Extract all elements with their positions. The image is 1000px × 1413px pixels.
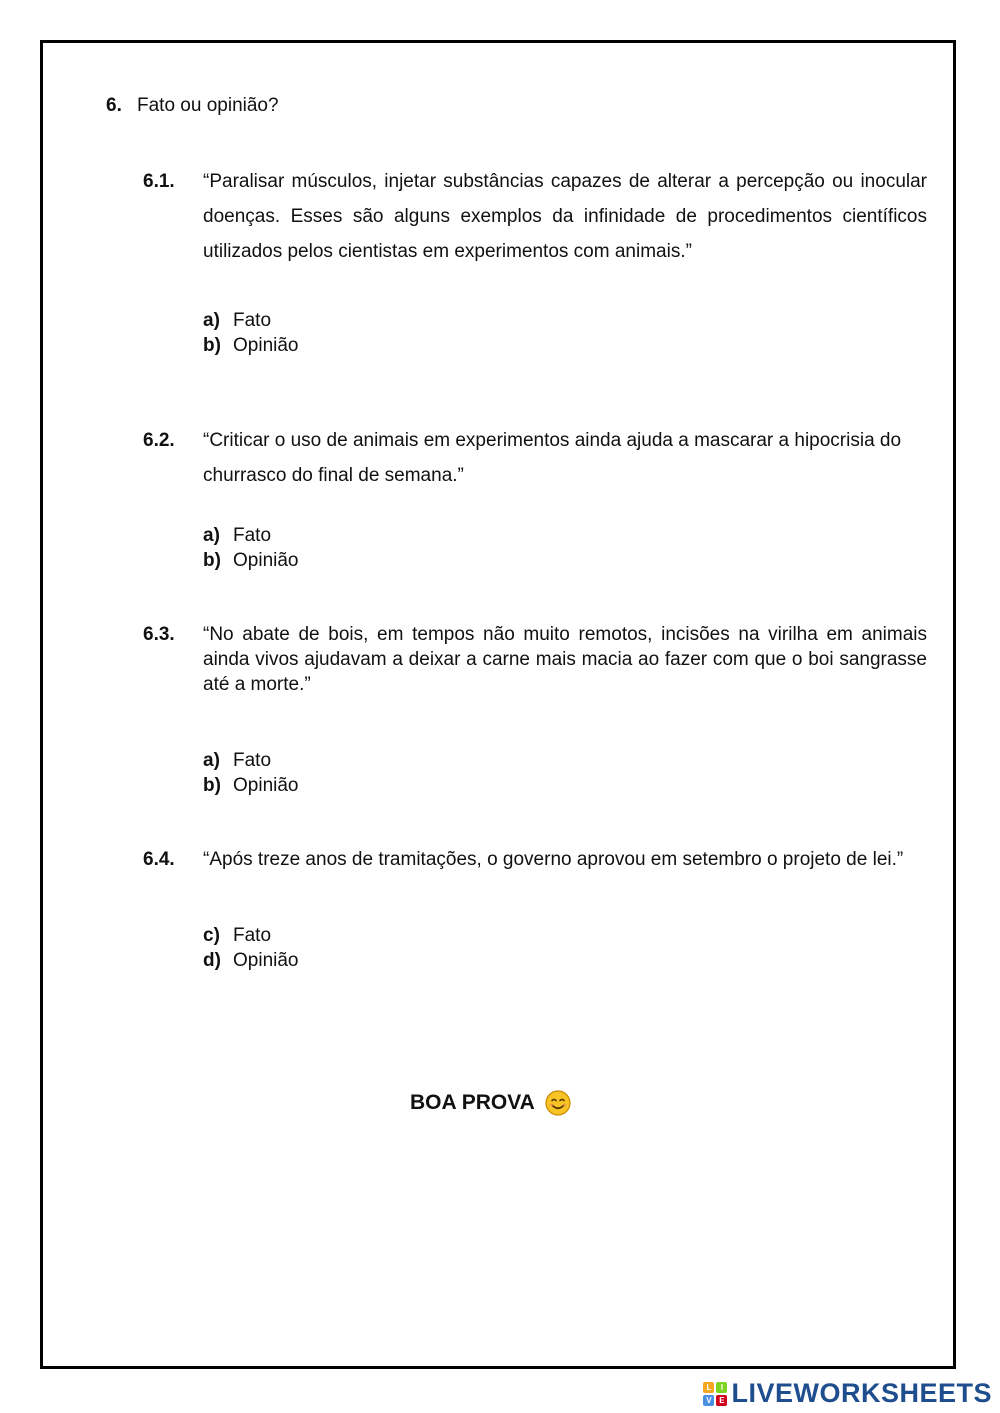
closing-message (410, 1090, 571, 1116)
option-label: Fato (233, 750, 272, 771)
logo-tile: E (716, 1395, 727, 1406)
smiling-face-icon (545, 1090, 571, 1116)
logo-tile: L (703, 1382, 714, 1393)
option-letter: a) (203, 525, 220, 546)
option-letter: a) (203, 750, 220, 771)
option-letter: b) (203, 775, 221, 796)
option-item[interactable] (203, 333, 299, 358)
logo-tile: V (703, 1395, 714, 1406)
option-item[interactable] (203, 523, 271, 548)
option-letter: d) (203, 950, 221, 971)
subquestion-text: “Paralisar músculos, injetar substâncias capazes de alterar a percepção ou inocular doenças. Esses são alguns exemplos da infinidade de procedimentos científicos utilizados pelos cientistas em experimentos com animais.” (203, 171, 927, 262)
brand-name: LIVEWORKSHEETS (731, 1378, 992, 1408)
option-label: Opinião (233, 775, 299, 796)
subquestion-text: “No abate de bois, em tempos não muito remotos, incisões na virilha em animais ainda vivos ajudavam a deixar a carne mais macia ao fazer com que o boi sangrasse até a morte.” (203, 624, 927, 695)
option-item[interactable] (203, 773, 299, 798)
option-letter: c) (203, 925, 220, 946)
option-label: Fato (233, 525, 272, 546)
subquestion-text: “Após treze anos de tramitações, o governo aprovou em setembro o projeto de lei.” (203, 849, 904, 870)
option-item[interactable] (203, 308, 271, 333)
option-item[interactable] (203, 548, 299, 573)
brand-logo-icon (703, 1382, 727, 1406)
subquestion-number: 6.2. (143, 430, 175, 451)
option-letter: b) (203, 335, 221, 356)
option-letter: b) (203, 550, 221, 571)
subquestion-number: 6.4. (143, 849, 175, 870)
subquestion-number: 6.3. (143, 624, 175, 645)
option-label: Opinião (233, 550, 299, 571)
question-title: Fato ou opinião? (137, 95, 279, 116)
closing-text: BOA PROVA (410, 1091, 535, 1114)
option-label: Fato (233, 925, 272, 946)
liveworksheets-logo[interactable] (703, 1378, 992, 1409)
option-label: Opinião (233, 335, 299, 356)
option-letter: a) (203, 310, 220, 331)
option-item[interactable] (203, 923, 271, 948)
subquestion-number: 6.1. (143, 171, 175, 192)
option-item[interactable] (203, 748, 271, 773)
option-item[interactable] (203, 948, 299, 973)
logo-tile: I (716, 1382, 727, 1393)
question-number: 6. (106, 95, 122, 116)
option-label: Fato (233, 310, 272, 331)
option-label: Opinião (233, 950, 299, 971)
subquestion-text: “Criticar o uso de animais em experimentos ainda ajuda a mascarar a hipocrisia do churrasco do final de semana.” (203, 430, 902, 486)
